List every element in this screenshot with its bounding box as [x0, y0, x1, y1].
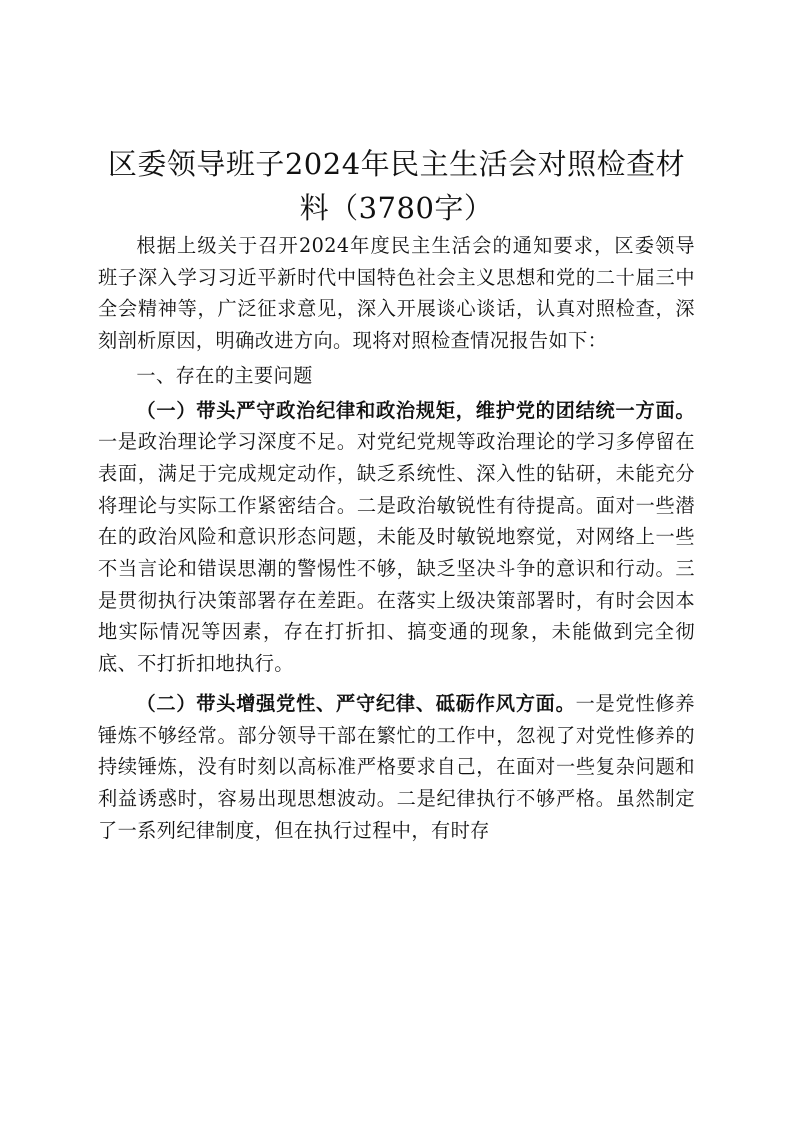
item2-lead: （二）带头增强党性、严守纪律、砥砺作风方面。	[136, 691, 576, 715]
item1-text: 一是政治理论学习深度不足。对党纪党规等政治理论的学习多停留在表面，满足于完成规定动作，缺乏系统性、深入性的钻研，未能充分将理论与实际工作紧密结合。二是政治敏锐性有待提高。面对一些潜在的政治风险和意识形态问题，未能及时敏锐地察觉，对网络上一些不当言论和错误思潮的警惕性不够，缺乏坚决斗争的意识和行动。三是贯彻执行决策部署存在差距。在落实上级决策部署时，有时会因本地实际情况等因素，存在打折扣、搞变通的现象，未能做到完全彻底、不打折扣地执行。	[98, 430, 695, 676]
item2-text: 一是党性修养锤炼不够经常。部分领导干部在繁忙的工作中，忽视了对党性修养的持续锤炼，没有时刻以高标准严格要求自己，在面对一些复杂问题和利益诱惑时，容易出现思想波动。二是纪律执行不够严格。虽然制定了一系列纪律制度，但在执行过程中，有时存	[98, 691, 695, 842]
item1-lead: （一）带头严守政治纪律和政治规矩，维护党的团结统一方面。	[136, 398, 695, 422]
document-body	[98, 230, 695, 846]
intro-paragraph: 根据上级关于召开2024年度民主生活会的通知要求，区委领导班子深入学习习近平新时代中国特色社会主义思想和党的二十届三中全会精神等，广泛征求意见，深入开展谈心谈话，认真对照检查，深刻剖析原因，明确改进方向。现将对照检查情况报告如下：	[98, 234, 695, 353]
document-title: 区委领导班子2024年民主生活会对照检查材料（3780字）	[107, 147, 686, 225]
section-heading-problems: 一、存在的主要问题	[136, 363, 313, 387]
item1-paragraph	[98, 395, 695, 680]
item2-paragraph	[98, 688, 695, 847]
